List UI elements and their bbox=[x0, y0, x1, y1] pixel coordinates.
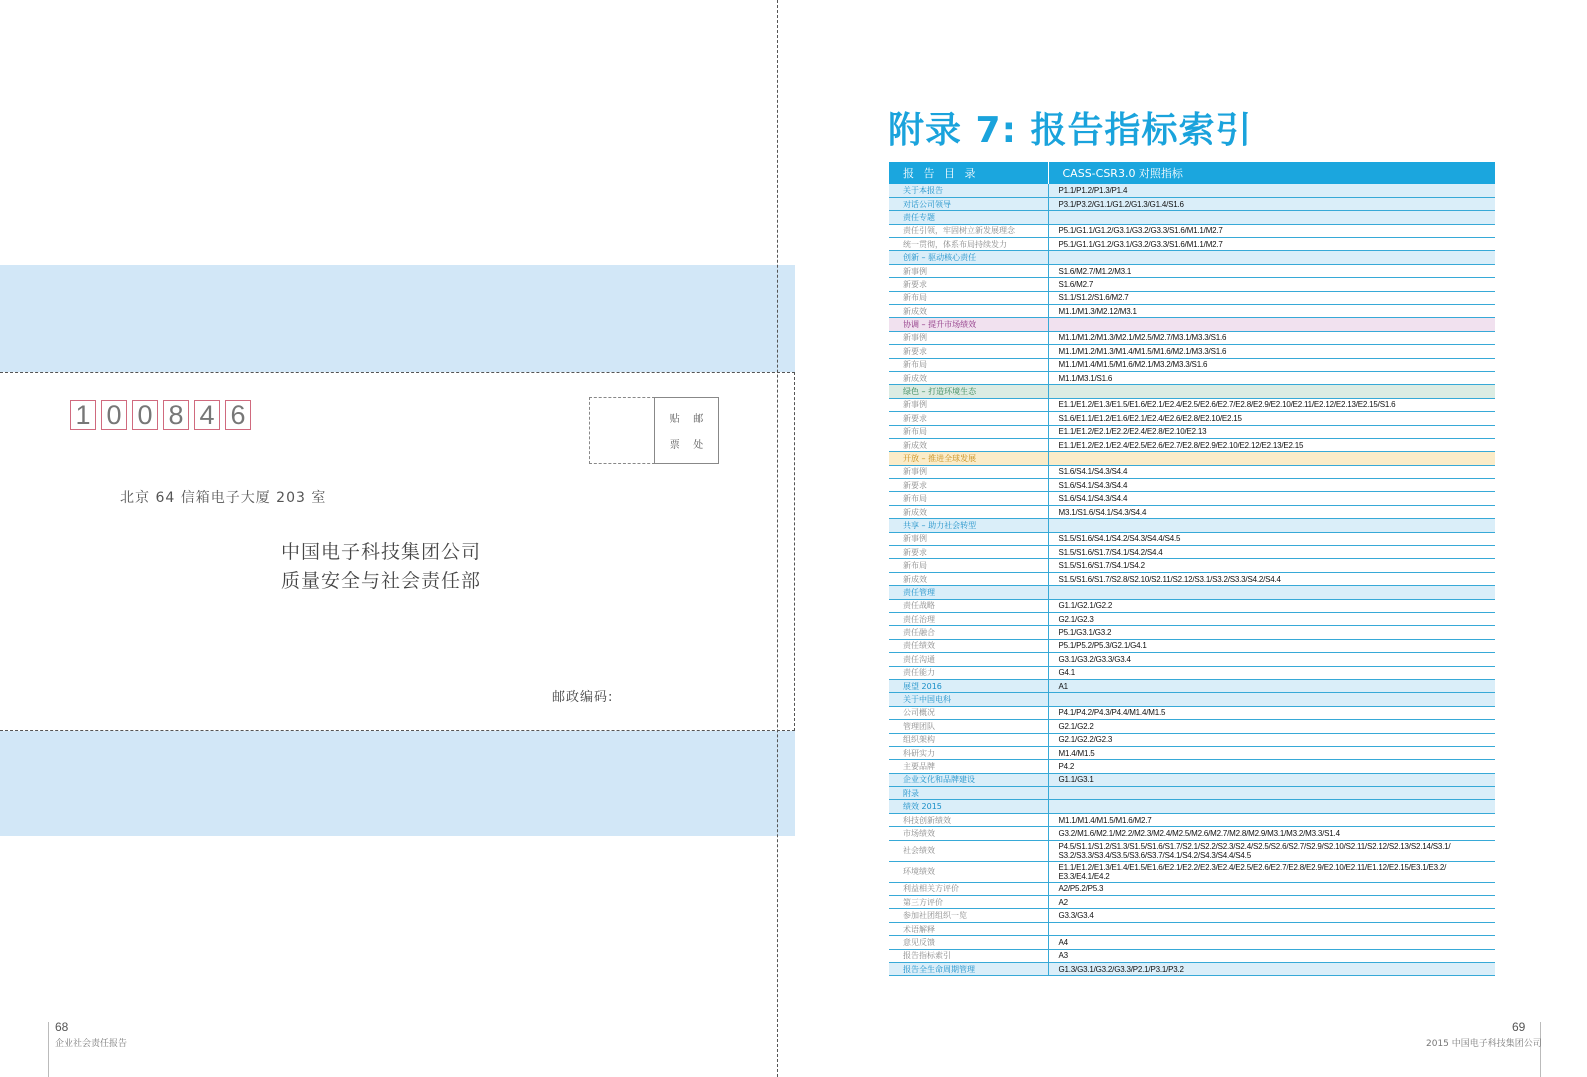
table-row bbox=[889, 251, 1495, 264]
footer-left: 企业社会责任报告 bbox=[55, 1039, 128, 1049]
report-section-cell: 科研实力 bbox=[889, 746, 1048, 759]
table-row bbox=[889, 962, 1495, 975]
table-row bbox=[889, 773, 1495, 786]
table-row bbox=[889, 358, 1495, 371]
indicator-code-cell: S1.6/S4.1/S4.3/S4.4 bbox=[1048, 479, 1495, 492]
report-section-cell: 新布局 bbox=[889, 492, 1048, 505]
indicator-code-cell: P4.1/P4.2/P4.3/P4.4/M1.4/M1.5 bbox=[1048, 706, 1495, 719]
indicator-code-cell bbox=[1048, 693, 1495, 706]
report-section-cell: 责任专题 bbox=[889, 211, 1048, 224]
stamp-char: 票 bbox=[669, 440, 680, 452]
table-row bbox=[889, 693, 1495, 706]
table-row bbox=[889, 519, 1495, 532]
indicator-code-cell: S1.1/S1.2/S1.6/M2.7 bbox=[1048, 291, 1495, 304]
table-row bbox=[889, 653, 1495, 666]
indicator-code-cell: E1.1/E1.2/E2.1/E2.4/E2.5/E2.6/E2.7/E2.8/E2.9/E2.10/E2.12/E2.13/E2.15 bbox=[1048, 438, 1495, 451]
report-section-cell: 术语解释 bbox=[889, 922, 1048, 935]
table-row bbox=[889, 211, 1495, 224]
indicator-code-cell bbox=[1048, 800, 1495, 813]
report-section-cell: 责任能力 bbox=[889, 666, 1048, 679]
table-row bbox=[889, 896, 1495, 909]
table-row bbox=[889, 291, 1495, 304]
stamp-char: 邮 bbox=[693, 413, 704, 425]
report-section-cell: 主要品牌 bbox=[889, 760, 1048, 773]
report-section-cell: 新布局 bbox=[889, 559, 1048, 572]
report-section-cell: 责任绩效 bbox=[889, 639, 1048, 652]
table-row bbox=[889, 197, 1495, 210]
indicator-code-cell: P5.1/G1.1/G1.2/G3.1/G3.2/G3.3/S1.6/M1.1/M2.7 bbox=[1048, 238, 1495, 251]
indicator-code-cell: A1 bbox=[1048, 679, 1495, 692]
indicator-code-cell bbox=[1048, 787, 1495, 800]
envelope-bottom-band bbox=[0, 731, 795, 836]
table-row bbox=[889, 452, 1495, 465]
table-header-cell: CASS-CSR3.0 对照指标 bbox=[1048, 162, 1495, 184]
indicator-code-cell: M1.1/M1.3/M2.12/M3.1 bbox=[1048, 305, 1495, 318]
table-header-cell: 报 告 目 录 bbox=[889, 162, 1048, 184]
stamp-placeholder bbox=[589, 397, 655, 464]
indicator-code-cell: G3.3/G3.4 bbox=[1048, 909, 1495, 922]
indicator-code-cell: P5.1/G3.1/G3.2 bbox=[1048, 626, 1495, 639]
table-row bbox=[889, 264, 1495, 277]
table-row bbox=[889, 532, 1495, 545]
stamp-label bbox=[654, 397, 719, 464]
page-number-right: 69 bbox=[1512, 1020, 1526, 1034]
report-section-cell: 组织架构 bbox=[889, 733, 1048, 746]
report-section-cell: 绩效 2015 bbox=[889, 800, 1048, 813]
table-row bbox=[889, 238, 1495, 251]
report-section-cell: 管理团队 bbox=[889, 720, 1048, 733]
page-fold-line bbox=[777, 0, 778, 1077]
zip-digit-box: 1 bbox=[70, 400, 96, 430]
report-section-cell: 参加社团组织一览 bbox=[889, 909, 1048, 922]
report-section-cell: 责任引领，牢固树立新发展理念 bbox=[889, 224, 1048, 237]
report-section-cell: 新布局 bbox=[889, 291, 1048, 304]
page-number-left: 68 bbox=[55, 1020, 69, 1034]
indicator-code-cell: P5.1/G1.1/G1.2/G3.1/G3.2/G3.3/S1.6/M1.1/M2.7 bbox=[1048, 224, 1495, 237]
indicator-code-cell: S1.6/E1.1/E1.2/E1.6/E2.1/E2.4/E2.6/E2.8/E2.10/E2.15 bbox=[1048, 412, 1495, 425]
indicator-code-cell: P4.2 bbox=[1048, 760, 1495, 773]
indicator-code-cell: A3 bbox=[1048, 949, 1495, 962]
indicator-code-cell: G2.1/G2.2/G2.3 bbox=[1048, 733, 1495, 746]
table-row bbox=[889, 278, 1495, 291]
table-row bbox=[889, 861, 1495, 882]
report-section-cell: 责任融合 bbox=[889, 626, 1048, 639]
indicator-code-cell: M3.1/S1.6/S4.1/S4.3/S4.4 bbox=[1048, 505, 1495, 518]
table-header-row bbox=[889, 162, 1495, 184]
report-section-cell: 关于本报告 bbox=[889, 184, 1048, 197]
stamp-area bbox=[589, 397, 719, 464]
indicator-code-cell: G1.1/G3.1 bbox=[1048, 773, 1495, 786]
table-row bbox=[889, 224, 1495, 237]
indicator-code-cell bbox=[1048, 922, 1495, 935]
page-title: 附录 7: 报告指标索引 bbox=[888, 110, 1253, 151]
report-section-cell: 新事例 bbox=[889, 331, 1048, 344]
report-section-cell: 新要求 bbox=[889, 278, 1048, 291]
report-section-cell: 关于中国电科 bbox=[889, 693, 1048, 706]
table-row bbox=[889, 385, 1495, 398]
table-row bbox=[889, 666, 1495, 679]
table-row bbox=[889, 425, 1495, 438]
footer-rule bbox=[1540, 1022, 1541, 1077]
table-row bbox=[889, 412, 1495, 425]
indicator-code-cell: E1.1/E1.2/E1.3/E1.4/E1.5/E1.6/E2.1/E2.2/E2.3/E2.4/E2.5/E2.6/E2.7/E2.8/E2.9/E2.10/E2.11/E1.12/E2.15/E3.1/E3.2/ E3.3/E4.1/E4.2 bbox=[1048, 861, 1495, 882]
zip-code-boxes bbox=[70, 400, 251, 430]
table-row bbox=[889, 559, 1495, 572]
table-row bbox=[889, 949, 1495, 962]
indicator-code-cell: S1.6/M2.7 bbox=[1048, 278, 1495, 291]
indicator-code-cell: A4 bbox=[1048, 936, 1495, 949]
report-section-cell: 新成效 bbox=[889, 371, 1048, 384]
indicator-code-cell: S1.5/S1.6/S1.7/S4.1/S4.2/S4.4 bbox=[1048, 546, 1495, 559]
indicator-code-cell: S1.6/M2.7/M1.2/M3.1 bbox=[1048, 264, 1495, 277]
report-section-cell: 责任管理 bbox=[889, 586, 1048, 599]
indicator-code-cell: M1.1/M1.2/M1.3/M2.1/M2.5/M2.7/M3.1/M3.3/S1.6 bbox=[1048, 331, 1495, 344]
report-section-cell: 新要求 bbox=[889, 546, 1048, 559]
postal-code-label: 邮政编码: bbox=[552, 690, 614, 705]
stamp-char: 处 bbox=[693, 440, 704, 452]
report-section-cell: 报告指标索引 bbox=[889, 949, 1048, 962]
report-section-cell: 附录 bbox=[889, 787, 1048, 800]
envelope-top-band bbox=[0, 265, 795, 372]
table-row bbox=[889, 371, 1495, 384]
indicator-code-cell: G1.3/G3.1/G3.2/G3.3/P2.1/P3.1/P3.2 bbox=[1048, 962, 1495, 975]
indicator-code-cell: S1.5/S1.6/S1.7/S4.1/S4.2 bbox=[1048, 559, 1495, 572]
indicator-code-cell: P1.1/P1.2/P1.3/P1.4 bbox=[1048, 184, 1495, 197]
table-row bbox=[889, 599, 1495, 612]
table-row bbox=[889, 936, 1495, 949]
report-section-cell: 新事例 bbox=[889, 398, 1048, 411]
report-section-cell: 社会绩效 bbox=[889, 840, 1048, 861]
report-section-cell: 新要求 bbox=[889, 345, 1048, 358]
indicator-code-cell bbox=[1048, 452, 1495, 465]
table-row bbox=[889, 813, 1495, 826]
report-section-cell: 科技创新绩效 bbox=[889, 813, 1048, 826]
indicator-code-cell: G1.1/G2.1/G2.2 bbox=[1048, 599, 1495, 612]
report-section-cell: 意见反馈 bbox=[889, 936, 1048, 949]
table-row bbox=[889, 305, 1495, 318]
table-row bbox=[889, 184, 1495, 197]
indicator-code-cell: G4.1 bbox=[1048, 666, 1495, 679]
indicator-code-cell: P3.1/P3.2/G1.1/G1.2/G1.3/G1.4/S1.6 bbox=[1048, 197, 1495, 210]
indicator-code-cell bbox=[1048, 586, 1495, 599]
indicator-code-cell: S1.5/S1.6/S4.1/S4.2/S4.3/S4.4/S4.5 bbox=[1048, 532, 1495, 545]
report-section-cell: 新成效 bbox=[889, 305, 1048, 318]
zip-digit-box: 8 bbox=[163, 400, 189, 430]
indicator-code-cell: M1.1/M1.4/M1.5/M1.6/M2.1/M3.2/M3.3/S1.6 bbox=[1048, 358, 1495, 371]
sender-address: 北京 64 信箱电子大厦 203 室 bbox=[120, 490, 327, 506]
report-section-cell: 责任治理 bbox=[889, 613, 1048, 626]
indicator-code-cell: G2.1/G2.3 bbox=[1048, 613, 1495, 626]
table-row bbox=[889, 331, 1495, 344]
table-row bbox=[889, 586, 1495, 599]
table-row bbox=[889, 572, 1495, 585]
report-section-cell: 环境绩效 bbox=[889, 861, 1048, 882]
table-row bbox=[889, 318, 1495, 331]
indicator-code-cell: S1.6/S4.1/S4.3/S4.4 bbox=[1048, 492, 1495, 505]
report-section-cell: 第三方评价 bbox=[889, 896, 1048, 909]
footer-rule bbox=[48, 1022, 49, 1077]
table-row bbox=[889, 787, 1495, 800]
table-row bbox=[889, 546, 1495, 559]
recipient-line: 质量安全与社会责任部 bbox=[281, 570, 482, 592]
report-section-cell: 创新 – 驱动核心责任 bbox=[889, 251, 1048, 264]
report-section-cell: 利益相关方评价 bbox=[889, 882, 1048, 895]
report-section-cell: 对话公司领导 bbox=[889, 197, 1048, 210]
report-section-cell: 统一贯彻，体系布局持续发力 bbox=[889, 238, 1048, 251]
indicator-code-cell: G2.1/G2.2 bbox=[1048, 720, 1495, 733]
indicator-index-table bbox=[889, 162, 1495, 976]
indicator-code-cell: E1.1/E1.2/E2.1/E2.2/E2.4/E2.8/E2.10/E2.13 bbox=[1048, 425, 1495, 438]
indicator-code-cell: A2 bbox=[1048, 896, 1495, 909]
report-section-cell: 报告全生命周期管理 bbox=[889, 962, 1048, 975]
indicator-code-cell: P5.1/P5.2/P5.3/G2.1/G4.1 bbox=[1048, 639, 1495, 652]
indicator-code-cell bbox=[1048, 211, 1495, 224]
report-section-cell: 责任沟通 bbox=[889, 653, 1048, 666]
report-section-cell: 公司概况 bbox=[889, 706, 1048, 719]
report-section-cell: 协调 – 提升市场绩效 bbox=[889, 318, 1048, 331]
report-section-cell: 新要求 bbox=[889, 412, 1048, 425]
table-row bbox=[889, 492, 1495, 505]
recipient-line: 中国电子科技集团公司 bbox=[281, 541, 482, 563]
table-row bbox=[889, 639, 1495, 652]
table-row bbox=[889, 626, 1495, 639]
report-section-cell: 企业文化和品牌建设 bbox=[889, 773, 1048, 786]
table-row bbox=[889, 438, 1495, 451]
table-row bbox=[889, 345, 1495, 358]
report-section-cell: 市场绩效 bbox=[889, 827, 1048, 840]
indicator-code-cell: G3.2/M1.6/M2.1/M2.2/M2.3/M2.4/M2.5/M2.6/M2.7/M2.8/M2.9/M3.1/M3.2/M3.3/S1.4 bbox=[1048, 827, 1495, 840]
table-row bbox=[889, 505, 1495, 518]
indicator-code-cell: M1.1/M1.4/M1.5/M1.6/M2.7 bbox=[1048, 813, 1495, 826]
report-section-cell: 绿色 – 打造环境生态 bbox=[889, 385, 1048, 398]
table-row bbox=[889, 479, 1495, 492]
report-section-cell: 新事例 bbox=[889, 532, 1048, 545]
table-row bbox=[889, 882, 1495, 895]
indicator-code-cell: S1.6/S4.1/S4.3/S4.4 bbox=[1048, 465, 1495, 478]
footer-right: 2015 中国电子科技集团公司 bbox=[1426, 1039, 1542, 1049]
table-row bbox=[889, 613, 1495, 626]
report-section-cell: 展望 2016 bbox=[889, 679, 1048, 692]
zip-digit-box: 6 bbox=[225, 400, 251, 430]
table-row bbox=[889, 760, 1495, 773]
indicator-code-cell: E1.1/E1.2/E1.3/E1.5/E1.6/E2.1/E2.4/E2.5/E2.6/E2.7/E2.8/E2.9/E2.10/E2.11/E2.12/E2.13/E2.15/S1.6 bbox=[1048, 398, 1495, 411]
table-row bbox=[889, 733, 1495, 746]
indicator-code-cell: M1.4/M1.5 bbox=[1048, 746, 1495, 759]
indicator-code-cell: M1.1/M3.1/S1.6 bbox=[1048, 371, 1495, 384]
indicator-code-cell: A2/P5.2/P5.3 bbox=[1048, 882, 1495, 895]
table-row bbox=[889, 840, 1495, 861]
table-row bbox=[889, 720, 1495, 733]
report-section-cell: 新成效 bbox=[889, 438, 1048, 451]
report-section-cell: 开放 – 推进全球发展 bbox=[889, 452, 1048, 465]
indicator-code-cell: S1.5/S1.6/S1.7/S2.8/S2.10/S2.11/S2.12/S3.1/S3.2/S3.3/S4.2/S4.4 bbox=[1048, 572, 1495, 585]
indicator-code-cell bbox=[1048, 318, 1495, 331]
report-section-cell: 共享 – 助力社会转型 bbox=[889, 519, 1048, 532]
report-section-cell: 新要求 bbox=[889, 479, 1048, 492]
recipient-address bbox=[281, 538, 481, 596]
table-row bbox=[889, 465, 1495, 478]
indicator-code-cell: M1.1/M1.2/M1.3/M1.4/M1.5/M1.6/M2.1/M3.3/S1.6 bbox=[1048, 345, 1495, 358]
report-section-cell: 新成效 bbox=[889, 572, 1048, 585]
report-section-cell: 新布局 bbox=[889, 358, 1048, 371]
report-section-cell: 新事例 bbox=[889, 264, 1048, 277]
table-row bbox=[889, 398, 1495, 411]
table-row bbox=[889, 922, 1495, 935]
table-row bbox=[889, 679, 1495, 692]
indicator-code-cell: P4.5/S1.1/S1.2/S1.3/S1.5/S1.6/S1.7/S2.1/S2.2/S2.3/S2.4/S2.5/S2.6/S2.7/S2.9/S2.10/S2.11/S2.12/S2.13/S2.14/S3.1/ S3.2/S3.3/S3.4/S3.5/S3.6/S3.7/S4.1/S4.2/S4.3/S4.4/S4.5 bbox=[1048, 840, 1495, 861]
table-row bbox=[889, 800, 1495, 813]
zip-digit-box: 4 bbox=[194, 400, 220, 430]
report-section-cell: 责任战略 bbox=[889, 599, 1048, 612]
table-row bbox=[889, 706, 1495, 719]
indicator-code-cell bbox=[1048, 385, 1495, 398]
report-section-cell: 新布局 bbox=[889, 425, 1048, 438]
stamp-char: 贴 bbox=[669, 413, 680, 425]
table-row bbox=[889, 746, 1495, 759]
indicator-code-cell bbox=[1048, 519, 1495, 532]
zip-digit-box: 0 bbox=[132, 400, 158, 430]
table-row bbox=[889, 909, 1495, 922]
report-section-cell: 新事例 bbox=[889, 465, 1048, 478]
table-row bbox=[889, 827, 1495, 840]
zip-digit-box: 0 bbox=[101, 400, 127, 430]
indicator-code-cell: G3.1/G3.2/G3.3/G3.4 bbox=[1048, 653, 1495, 666]
report-section-cell: 新成效 bbox=[889, 505, 1048, 518]
indicator-code-cell bbox=[1048, 251, 1495, 264]
